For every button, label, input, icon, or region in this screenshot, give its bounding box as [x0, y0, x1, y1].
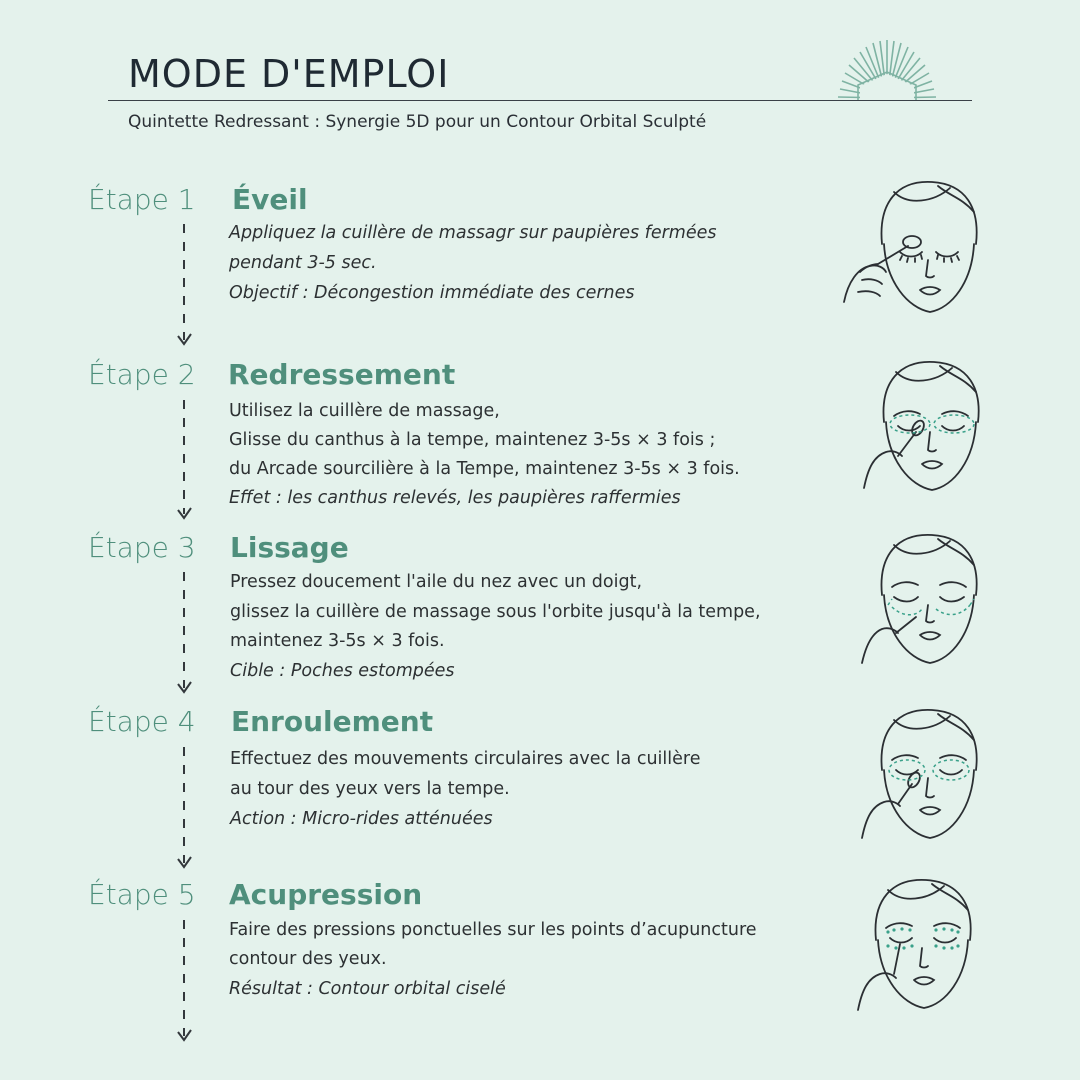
title-divider [108, 100, 972, 101]
step-5-label: Étape 5 [88, 878, 196, 911]
sunrise-logo-icon [832, 38, 942, 100]
step-1-line-1: Appliquez la cuillère de massagr sur paupières fermées [229, 223, 717, 243]
step-4-note: Action : Micro-rides atténuées [230, 809, 493, 829]
step-4-line-2: au tour des yeux vers la tempe. [230, 779, 510, 799]
step-2-line-1: Utilisez la cuillère de massage, [229, 401, 500, 421]
face-eye-massage-illustration-1 [838, 172, 988, 322]
step-2-line-2: Glisse du canthus à la tempe, maintenez 3-5s × 3 fois ; [229, 430, 716, 450]
face-eye-massage-illustration-4 [858, 700, 1008, 850]
step-3-dashed-arrow-icon [172, 570, 196, 698]
step-3-note: Cible : Poches estompées [230, 661, 455, 681]
step-2-note: Effet : les canthus relevés, les paupières raffermies [229, 488, 681, 508]
step-5-title: Acupression [229, 878, 423, 911]
step-1-line-2: pendant 3-5 sec. [229, 253, 377, 273]
face-eye-massage-illustration-5 [850, 870, 1000, 1020]
step-3-label: Étape 3 [88, 531, 196, 564]
step-2-label: Étape 2 [88, 358, 196, 391]
step-5-dashed-arrow-icon [172, 918, 196, 1046]
step-5-line-2: contour des yeux. [229, 949, 387, 969]
step-3-line-2: glissez la cuillère de massage sous l'orbite jusqu'à la tempe, [230, 602, 761, 622]
step-1-title: Éveil [232, 183, 308, 216]
step-1-note: Objectif : Décongestion immédiate des cernes [229, 283, 635, 303]
step-4-title: Enroulement [231, 705, 434, 738]
step-2-title: Redressement [228, 358, 456, 391]
step-3-line-1: Pressez doucement l'aile du nez avec un doigt, [230, 572, 643, 592]
face-eye-massage-illustration-3 [858, 525, 1008, 675]
step-2-line-3: du Arcade sourcilière à la Tempe, maintenez 3-5s × 3 fois. [229, 459, 740, 479]
page-title: MODE D'EMPLOI [128, 52, 450, 96]
step-3-title: Lissage [230, 531, 349, 564]
step-3-line-3: maintenez 3-5s × 3 fois. [230, 631, 445, 651]
step-4-dashed-arrow-icon [172, 745, 196, 873]
step-5-note: Résultat : Contour orbital ciselé [229, 979, 506, 999]
step-2-dashed-arrow-icon [172, 398, 196, 524]
step-5-line-1: Faire des pressions ponctuelles sur les points d’acupuncture [229, 920, 757, 940]
step-4-line-1: Effectuez des mouvements circulaires avec la cuillère [230, 749, 701, 769]
page-subtitle: Quintette Redressant : Synergie 5D pour un Contour Orbital Sculpté [128, 112, 707, 132]
step-1-dashed-arrow-icon [172, 222, 196, 350]
step-4-label: Étape 4 [88, 705, 196, 738]
face-eye-massage-illustration-2 [858, 352, 1008, 502]
step-1-label: Étape 1 [88, 183, 196, 216]
